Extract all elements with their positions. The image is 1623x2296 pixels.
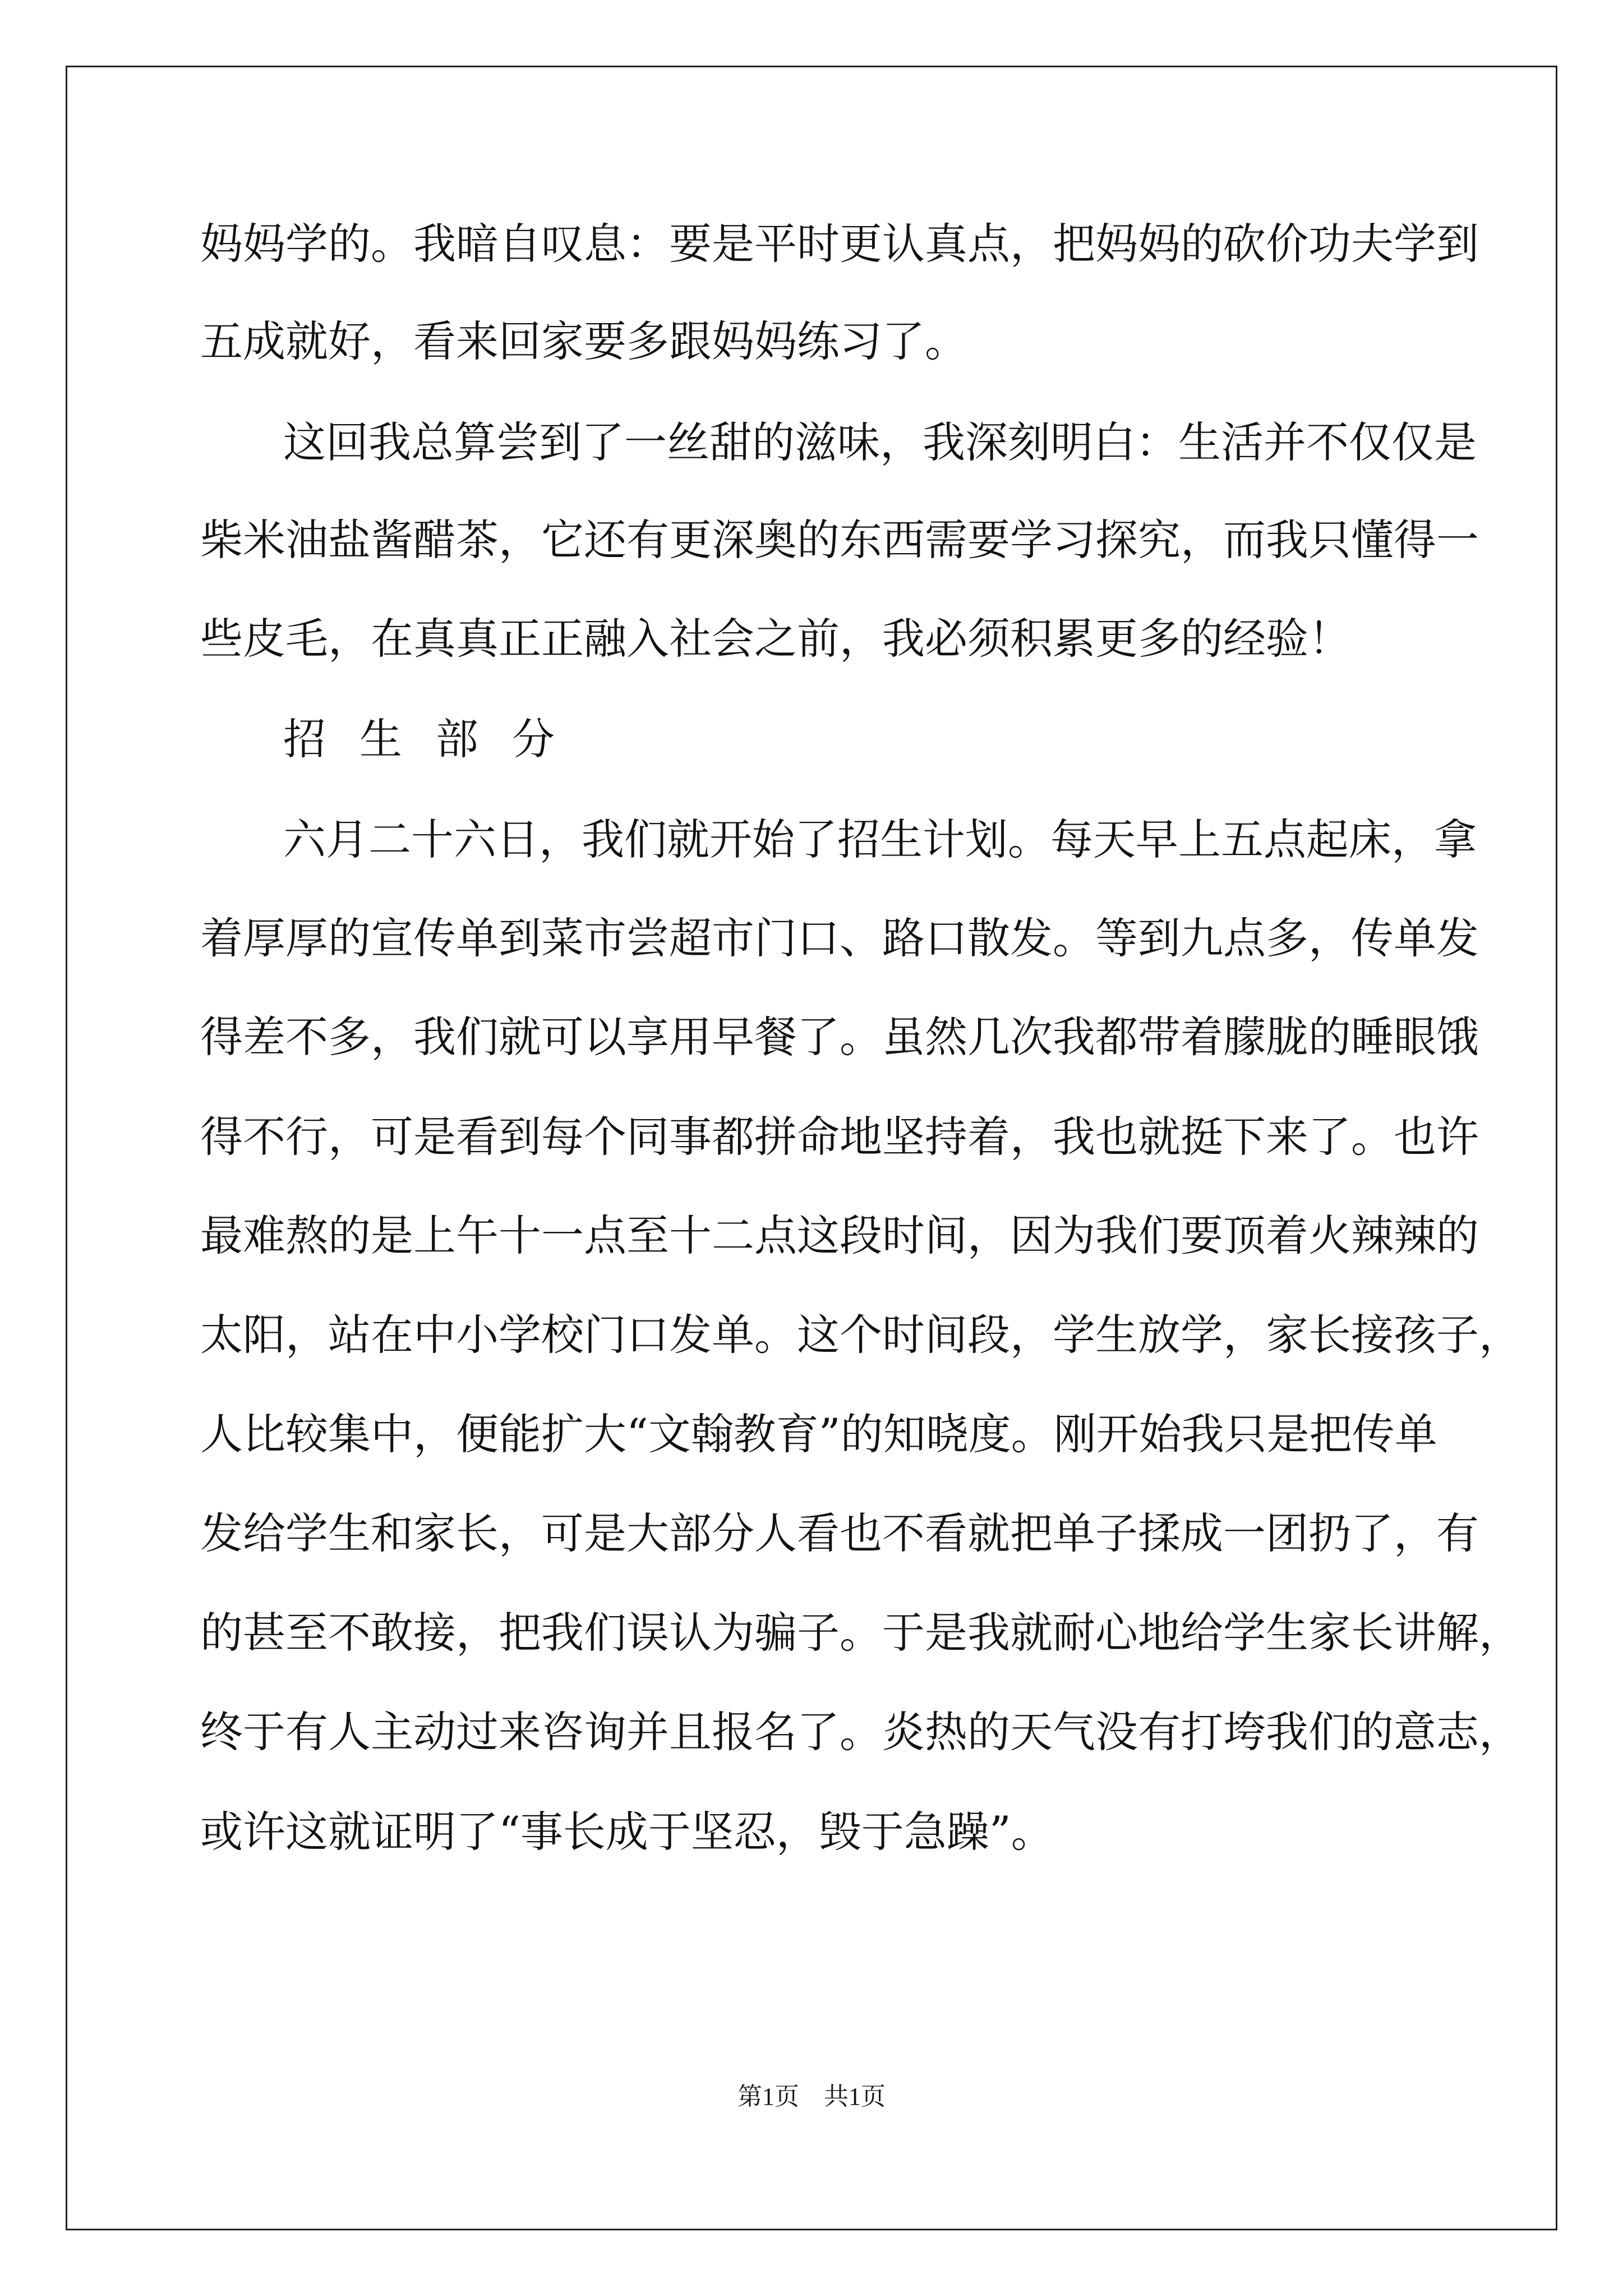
text-line: 些皮毛，在真真正正融入社会之前，我必须积累更多的经验！ — [200, 614, 1351, 664]
text-line: 最难熬的是上午十一点至十二点这段时间，因为我们要顶着火辣辣的 — [200, 1211, 1479, 1260]
text-line: 得差不多，我们就可以享用早餐了。虽然几次我都带着朦胧的睡眼饿 — [200, 1012, 1479, 1062]
text-line: 发给学生和家长，可是大部分人看也不看就把单子揉成一团扔了，有 — [200, 1508, 1479, 1558]
text-line: 或许这就证明了“事长成于坚忍，毁于急躁”。 — [200, 1807, 1054, 1857]
paragraph-first-line: 六月二十六日，我们就开始了招生计划。每天早上五点起床，拿 — [283, 815, 1477, 864]
text-line: 妈妈学的。我暗自叹息：要是平时更认真点，把妈妈的砍价功夫学到 — [200, 219, 1479, 269]
section-heading: 招生部分 — [283, 714, 588, 764]
text-line: 人比较集中，便能扩大“文翰教育”的知晓度。刚开始我只是把传单 — [200, 1409, 1437, 1459]
text-line: 终于有人主动过来咨询并且报名了。炎热的天气没有打垮我们的意志， — [200, 1707, 1521, 1757]
text-line: 太阳，站在中小学校门口发单。这个时间段，学生放学，家长接孩子， — [200, 1310, 1521, 1360]
text-line: 的甚至不敢接，把我们误认为骗子。于是我就耐心地给学生家长讲解， — [200, 1608, 1521, 1658]
text-line: 得不行，可是看到每个同事都拼命地坚持着，我也就挺下来了。也许 — [200, 1112, 1479, 1162]
page-number: 第1页 共1页 — [737, 2083, 886, 2110]
text-line: 着厚厚的宣传单到菜市尝超市门口、路口散发。等到九点多，传单发 — [200, 913, 1479, 963]
paragraph-first-line: 这回我总算尝到了一丝甜的滋味，我深刻明白：生活并不仅仅是 — [283, 417, 1477, 467]
text-line: 柴米油盐酱醋茶，它还有更深奥的东西需要学习探究，而我只懂得一 — [200, 515, 1479, 565]
text-line: 五成就好，看来回家要多跟妈妈练习了。 — [200, 316, 967, 366]
